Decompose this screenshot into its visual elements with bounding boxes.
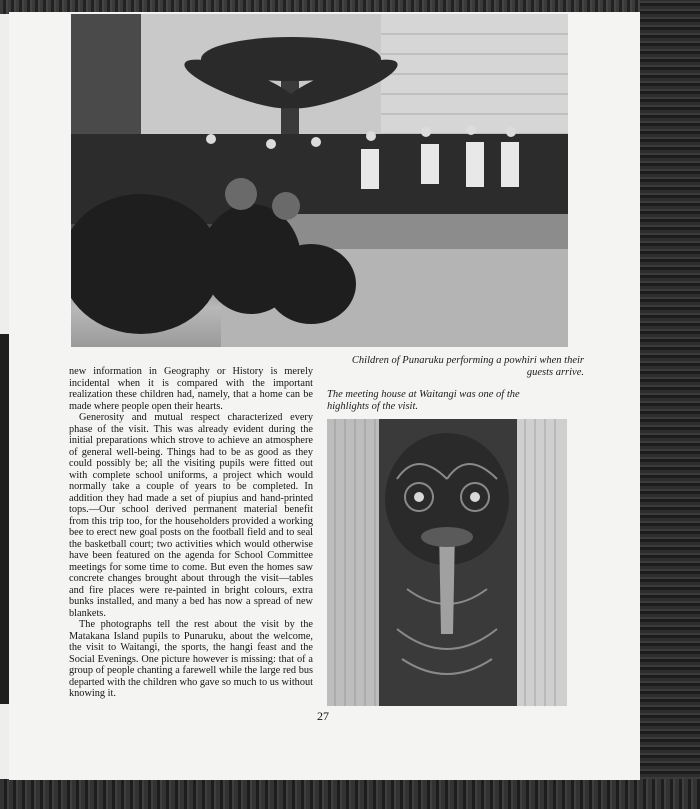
magazine-page xyxy=(9,12,640,780)
side-photo-caption: The meeting house at Waitangi was one of the highlights of the visit. xyxy=(327,389,520,412)
page-number: 27 xyxy=(317,709,329,723)
powhiri-photo xyxy=(71,14,568,347)
article-paragraph: The photographs tell the rest about the visit by the Matakana Island pupils to Punaruku, about the welcome, the visit to Waitangi, the sports, the hangi feast and the Social Evenings. One picture however is missing: that of a group of people chanting a farewell while the large red bus departed with the children who gave so much to us without knowing it. xyxy=(69,619,313,699)
scan-border-bottom xyxy=(0,779,700,809)
article-body xyxy=(69,366,313,700)
article-paragraph: new information in Geography or History is merely incidental when it is compared with the important realization these children had, namely, that a home can be made where people open their hearts. xyxy=(69,366,313,412)
carving-photo xyxy=(327,419,567,706)
previous-page-edge xyxy=(0,14,9,779)
top-photo-caption: Children of Punaruku performing a powhiri when their guests arrive. xyxy=(351,355,584,378)
scan-border-right xyxy=(640,0,700,809)
article-paragraph: Generosity and mutual respect characterized every phase of the visit. This was already evident during the initial preparations which strove to achieve an atmosphere of general well-being. Things had to be as good as they could possibly be; all the visiting pupils were fitted out with complete school uniforms, a project which would normally take a couple of years to be completed. In addition they had made a set of piupius and hand-printed tops.—Our school derived permanent material benefit from this trip too, for the householders provided a working bee to erect new goal posts on the football field and to seal the basketball court; two activities which would otherwise have been featured on the agenda for School Committee meetings for some time to come. But even the homes saw concrete changes brought about through the visit—tables and fire places were re-painted in bright colours, extra bunks installed, and many a bed has now a spread of new blankets. xyxy=(69,412,313,619)
